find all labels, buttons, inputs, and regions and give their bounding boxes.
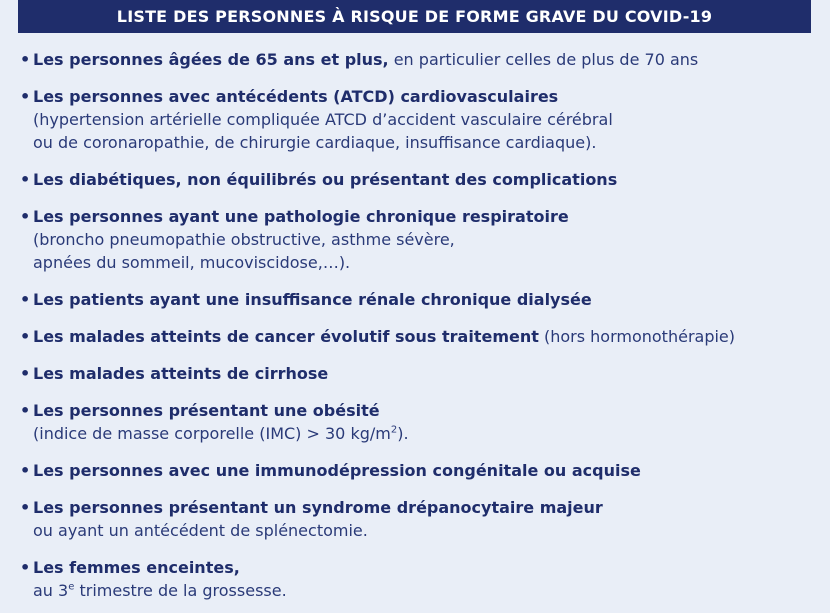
item-title: Les personnes avec antécédents (ATCD) cardiovasculaires: [33, 87, 559, 106]
item-detail-line: ou de coronaropathie, de chirurgie cardiaque, insuffisance cardiaque).: [33, 133, 597, 152]
bullet-icon: •: [20, 290, 31, 309]
superscript: e: [68, 581, 75, 593]
header-bar: [18, 0, 811, 33]
bullet-icon: •: [20, 498, 31, 517]
item-detail-text: au 3: [33, 581, 69, 600]
bullet-icon: •: [20, 461, 31, 480]
item-detail-line: (hypertension artérielle compliquée ATCD d’accident vasculaire cérébral: [33, 110, 613, 129]
item-detail-inline: (hors hormonothérapie): [538, 327, 736, 346]
item-title: Les personnes présentant un syndrome drépanocytaire majeur: [33, 498, 603, 517]
list-item-age: [20, 48, 820, 71]
bullet-icon: •: [20, 170, 31, 189]
risk-list: [20, 48, 820, 602]
bullet-icon: •: [20, 327, 31, 346]
list-item-obesity: [20, 399, 820, 445]
list-item-immunodepression: [20, 459, 820, 482]
item-detail-text: (indice de masse corporelle (IMC) > 30 kg/m: [33, 424, 391, 443]
item-title: Les patients ayant une insuffisance rénale chronique dialysée: [33, 290, 592, 309]
list-item-cardiovascular: [20, 85, 820, 154]
item-detail-text: ).: [397, 424, 409, 443]
item-title: Les personnes ayant une pathologie chronique respiratoire: [33, 207, 569, 226]
item-detail-inline: en particulier celles de plus de 70 ans: [388, 50, 699, 69]
item-title: Les personnes âgées de 65 ans et plus,: [33, 50, 389, 69]
item-detail-line: [33, 579, 820, 602]
list-item-diabetes: [20, 168, 820, 191]
item-title: Les malades atteints de cancer évolutif sous traitement: [33, 327, 539, 346]
item-detail-line: ou ayant un antécédent de splénectomie.: [33, 521, 368, 540]
item-detail-line: [33, 422, 820, 445]
list-item-renal: [20, 288, 820, 311]
item-title: Les personnes présentant une obésité: [33, 401, 380, 420]
bullet-icon: •: [20, 558, 31, 577]
bullet-icon: •: [20, 50, 31, 69]
item-title: Les malades atteints de cirrhose: [33, 364, 329, 383]
item-title: Les personnes avec une immunodépression congénitale ou acquise: [33, 461, 641, 480]
bullet-icon: •: [20, 87, 31, 106]
list-item-pregnancy: [20, 556, 820, 602]
list-item-cancer: [20, 325, 820, 348]
bullet-icon: •: [20, 207, 31, 226]
superscript: 2: [390, 424, 398, 436]
bullet-icon: •: [20, 364, 31, 383]
item-title: Les diabétiques, non équilibrés ou présentant des complications: [33, 170, 618, 189]
item-detail-line: (broncho pneumopathie obstructive, asthme sévère,: [33, 230, 455, 249]
list-item-respiratory: [20, 205, 820, 274]
list-item-cirrhosis: [20, 362, 820, 385]
item-detail-line: apnées du sommeil, mucoviscidose,…).: [33, 253, 351, 272]
item-title: Les femmes enceintes,: [33, 558, 240, 577]
bullet-icon: •: [20, 401, 31, 420]
item-detail-text: trimestre de la grossesse.: [74, 581, 287, 600]
page-title: LISTE DES PERSONNES À RISQUE DE FORME GRAVE DU COVID-19: [116, 7, 713, 26]
list-item-sickle-cell: [20, 496, 820, 542]
